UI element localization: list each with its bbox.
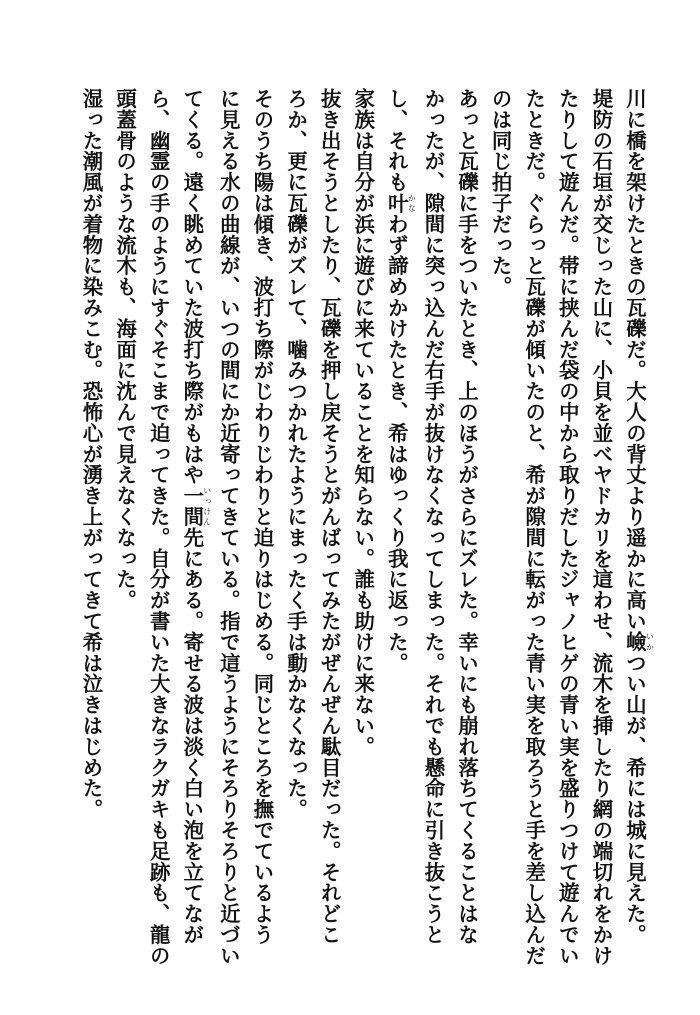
vertical-text-body (74, 88, 655, 966)
text-line-2: 堤防の石垣が交じった山に、小貝を並べヤドカリを這わせ、流木を挿したり網の端切れをかけ (589, 88, 614, 966)
text-line-14: てくる。遠く眺めていた波打ち際がもはや一間いっけん先にある。寄せる波は淡く白い泡を立てなが (180, 88, 212, 945)
text-line-6: あっと瓦礫に手をついたとき、上のほうがさらにズレた。幸いにも崩れ落ちてくることはな (455, 88, 480, 945)
text-line-7: かったが、隙間に突っ込んだ右手が抜けなくなってしまった。それでも懸命に引き抜こうと (421, 88, 446, 945)
text-line-4: たときだ。ぐらっと瓦礫が傾いたのと、希が隙間に転がった青い実を取ろうと手を差し込んだ (522, 88, 547, 966)
text-line-17: 湿った潮風が着物に染みこむ。恐怖心が湧き上がってきて希は泣きはじめた。 (79, 88, 104, 820)
text-line-8: し、それも叶かなわず諦めかけたとき、希はゆっくり我に返った。 (384, 88, 417, 674)
text-line-5: のは同じ拍子だった。 (488, 88, 513, 297)
text-line-10: 抜き出そうとしたり、瓦礫を押し戻そうとがんばってみたがぜんぜん駄目だった。それどこ (317, 88, 342, 945)
text-line-13: に見える水の曲線が、いつの間にか近寄ってきている。指で這うようにそろりそろりと近づい (216, 88, 241, 966)
text-line-16: 頭蓋骨のような流木も、海面に沈んで見えなくなった。 (113, 88, 138, 611)
text-line-15: ら、幽霊の手のようにすぐそこまで迫ってきた。自分が書いた大きなラクガキも足跡も、龍の (146, 88, 171, 966)
ruby-word: 叶かな (384, 192, 417, 214)
text-line-3: たりして遊んだ。帯に挟んだ袋の中から取りだしたジャノヒゲの青い実を盛りつけて遊んでい (555, 88, 580, 966)
text-line-1: 川に橋を架けたときの瓦礫だ。大人の背丈より遥かに高い嶮いかつい山が、希には城に見えた。 (623, 88, 655, 945)
ruby-word: 嶮いか (623, 631, 655, 653)
text-line-9: 家族は自分が浜に遊びに来ていることを知らない。誰も助けに来ない。 (351, 88, 376, 757)
text-line-12: そのうち陽は傾き、波打ち際がじわりじわりと迫りはじめる。同じところを撫でているよう (250, 88, 275, 945)
text-line-11: ろか、更に瓦礫がズレて、噛みつかれたようにまったく手は動かなくなった。 (284, 88, 309, 820)
ruby-word: 一間いっけん (180, 485, 212, 527)
